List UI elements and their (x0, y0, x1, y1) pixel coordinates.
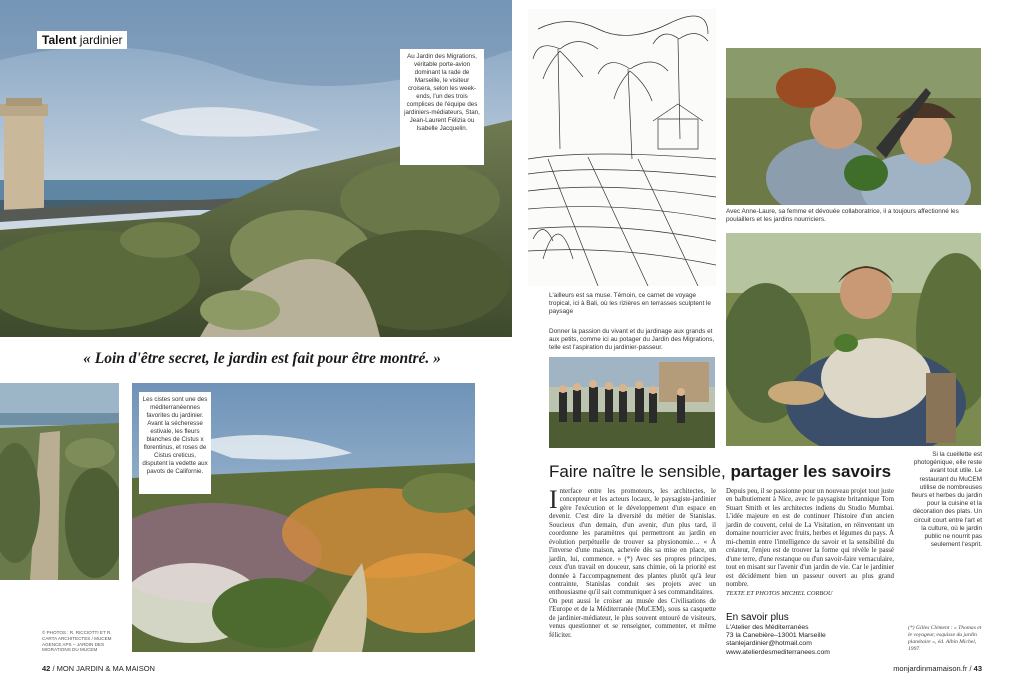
caption-couple: Avec Anne-Laure, sa femme et dévouée collaboratrice, il a toujours affectionné les poulaillers et les jardins nourriciers. (726, 208, 959, 224)
sketch-bali-drawing (528, 9, 716, 286)
caption-group: Donner la passion du vivant et du jardinage aux grands et aux petits, comme ici au potager du Jardin des Migrations, telle est l'aspiration du jardinier-passeur. (549, 328, 715, 352)
en-savoir-plus (726, 612, 896, 657)
page-number-left: 42 (42, 664, 51, 673)
photo-couple-hen-image (726, 48, 981, 205)
article-title (549, 462, 891, 482)
article-dropcap: I (549, 485, 558, 514)
photo-path (0, 383, 119, 580)
photo-path-image (0, 383, 119, 580)
photo-group-potager-image (549, 357, 715, 448)
article-paragraph-2: On peut aussi le croiser au musée des Civilisations de l'Europe et de la Méditerranée (MuCEM), sous sa casquette de jardinier-médiateur, le plus souvent entouré de visiteurs, venus questionner et se renseigner, commenter, et même féliciter. (549, 597, 716, 639)
caption-migrations: Au Jardin des Migrations, véritable porte-avion dominant la rade de Marseille, le visiteur croisera, selon les week-ends, l'un des trois complices de l'équipe des jardiniers-médiateurs, Stan, Jean-Laurent Félizia ou Isabelle Jacquelin. (400, 49, 484, 165)
pull-quote: « Loin d'être secret, le jardin est fait pour être montré. » (83, 350, 441, 367)
en-savoir-plus-email[interactable]: stanlejardinier@hotmail.com (726, 640, 812, 648)
en-savoir-plus-website[interactable]: www.atelierdesmediterranees.com (726, 648, 830, 656)
photo-stanislas-herbs (726, 233, 981, 446)
photo-credit: © PHOTOS : R. RICCIOTTI ET R. CARTA ARCHITECTES / MUCEM AGENCE APS – JARDIN DES MIGRATIONS DU MUCEM (42, 630, 112, 653)
magazine-name-left: / MON JARDIN & MA MAISON (52, 664, 155, 673)
article-col1-text: nterface entre les promoteurs, les architectes, le concepteur et les acteurs locaux, le paysagiste-jardinier gère l'exécution et le développement d'un espace en devenir. C'est dire la diversité du métier de Stanislas. Soucieux d'un demain, d'un avenir, d'un plus tard, il coordonne les paramètres qui permettront au jardin en évolution perpétuelle de trouver sa physionomie… « À l'inverse d'une maison, achevée dès sa mise en place, un jardin, lui, commence. » (*) Avec ses propres principes, ceux d'un travail en douceur, sans chimie, où la priorité est donnée à l'accompagnement des plantes plutôt qu'à leur contrainte, Stanislas conduit ses projets avec un enthousiasme qu'il sait communiquer à ses commanditaires. (549, 488, 716, 597)
page-number-right: 43 (973, 664, 982, 673)
photo-sketch-bali (528, 9, 716, 286)
section-tag (37, 31, 127, 49)
article-title-bold: partager les savoirs (730, 462, 892, 481)
section-tag-talent: Talent (42, 33, 77, 47)
footer-left (42, 664, 155, 673)
en-savoir-plus-line-1: L'Atelier des Méditerranées (726, 624, 809, 631)
article-title-light: Faire naître le sensible, (549, 462, 726, 481)
caption-cueillette: Si la cueillette est photogénique, elle reste avant tout utile. Le restaurant du MuCEM utilise de nombreuses fleurs et herbes du jardin pour la cuisine et la décoration des plats. Un circuit court entre l'art et la culture, où le jardin public ne nourrit pas seulement l'esprit. (911, 451, 982, 549)
en-savoir-plus-line-2: 73 la Canebière–13001 Marseille (726, 632, 826, 640)
en-savoir-plus-title: En savoir plus (726, 612, 789, 623)
photo-stanislas-herbs-image (726, 233, 981, 446)
photo-couple-hen (726, 48, 981, 205)
section-tag-jardinier: jardinier (79, 33, 123, 47)
caption-cistes: Les cistes sont une des méditerranéennes favorites du jardinier. Avant la sécheresse estivale, les fleurs blanches de Cistus x florentinus, et roses de Cistus creticus, disputent la vedette aux pavots de Californie. (139, 392, 211, 494)
article-paragraph-1 (549, 485, 716, 598)
photo-group-potager (549, 357, 715, 448)
article-col2-text: Depuis peu, il se passionne pour un nouveau projet tout juste en balbutiement à Nice, avec le paysagiste britannique Tom Stuart Smith et les architectes indiens du Studio Mumbai. L'idée majeure en est de continuer l'histoire d'un ancien jardin de couvent, celui de La Visitation, en réinventant un domaine nourricier avec fruits, herbes et légumes du pays. À mi-chemin entre l'intelligence du savoir et la sensibilité du créateur, l'enjeu est de trouver la forme qui révèle le passé d'une terre, d'une restanque ou d'un savoir-faire vernaculaire, tout en misant sur l'avenir d'un jardin de vie. Car le jardinier est décidément bien un passeur ouvert au plus grand nombre. (726, 488, 894, 588)
article-column-1 (549, 485, 716, 640)
article-credit: TEXTE ET PHOTOS MICHEL CORBOU (726, 590, 833, 598)
magazine-website-right: monjardinmamaison.fr / (893, 664, 972, 673)
caption-sketch: L'ailleurs est sa muse. Témoin, ce carnet de voyage tropical, ici à Bali, où les rizières en terrasses sculptent le paysage (549, 292, 711, 316)
footer-right (893, 664, 982, 673)
article-column-2 (726, 488, 894, 599)
footnote: (*) Gilles Clément : « Thomas et le voyageur, esquisse du jardin planétaire », éd. Albin Michel, 1997. (908, 625, 982, 652)
